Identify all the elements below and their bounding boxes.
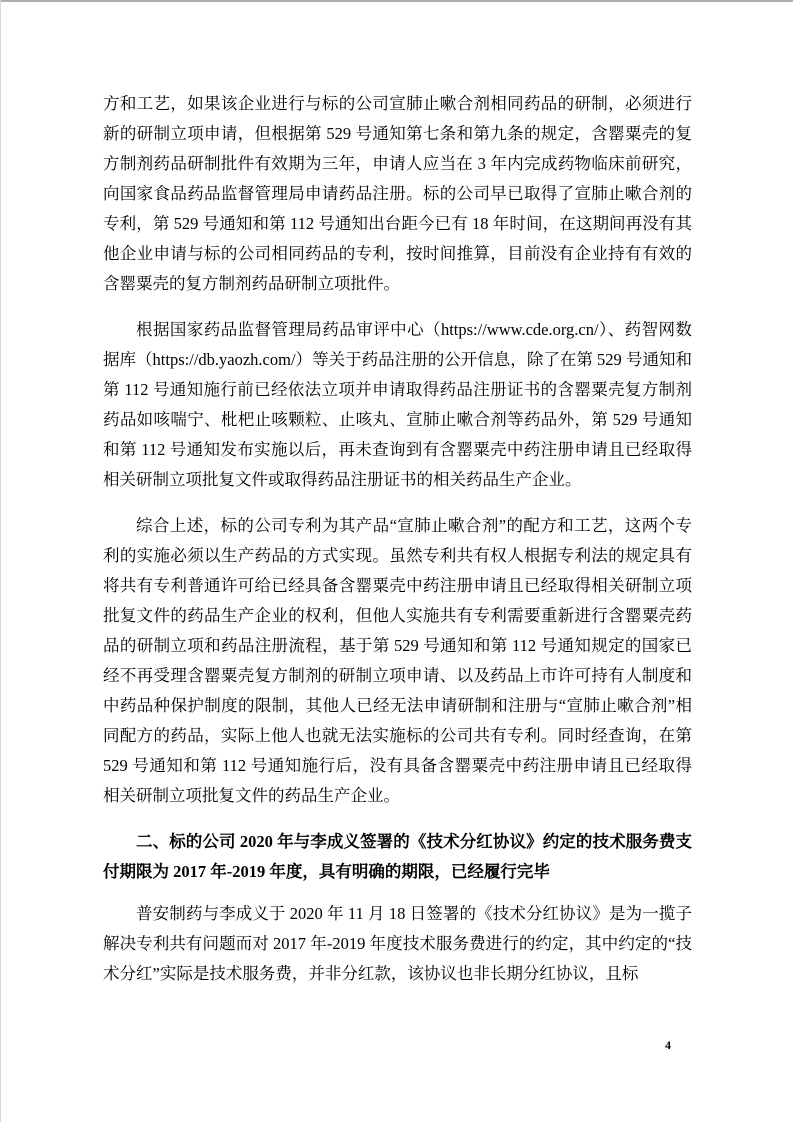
page-number: 4 [665, 1038, 671, 1052]
paragraph: 根据国家药品监督管理局药品审评中心（https://www.cde.org.cn/）、药智网数据库（https://db.yaozh.com/）等关于药品注册的公开信息，除了在第 529 号通知和第 112 号通知施行前已经依法立项并申请取得药品注册证书的含罂粟壳复方制剂药品如咳喘宁、枇杷止咳颗粒、止咳丸、宣肺止嗽合剂等药品外，第 529 号通知和第 112 号通知发布实施以后，再未查询到有含罂粟壳中药注册申请且已经取得相关研制立项批复文件或取得药品注册证书的相关药品生产企业。 [103, 320, 692, 489]
paragraph: 普安制药与李成义于 2020 年 11 月 18 日签署的《技术分红协议》是为一揽子解决专利共有问题而对 2017 年-2019 年度技术服务费进行的约定，其中约定的“技术分红”实际是技术服务费，并非分红款，该协议也非长期分红协议，且标 [103, 904, 692, 983]
page-content [103, 89, 692, 1005]
page-edge-top [0, 0, 793, 2]
paragraph-continuation: 方和工艺，如果该企业进行与标的公司宣肺止嗽合剂相同药品的研制，必须进行新的研制立项申请，但根据第 529 号通知第七条和第九条的规定，含罂粟壳的复方制剂药品研制批件有效期为三年，申请人应当在 3 年内完成药物临床前研究，向国家食品药品监督管理局申请药品注册。标的公司早已取得了宣肺止嗽合剂的专利，第 529 号通知和第 112 号通知出台距今已有 18 年时间，在这期间再没有其他企业申请与标的公司相同药品的专利，按时间推算，目前没有企业持有有效的含罂粟壳的复方制剂药品研制立项批件。 [103, 94, 692, 293]
section-heading: 二、标的公司 2020 年与李成义签署的《技术分红协议》约定的技术服务费支付期限为 2017 年-2019 年度，具有明确的期限，已经履行完毕 [103, 832, 692, 881]
paragraph: 综合上述，标的公司专利为其产品“宣肺止嗽合剂”的配方和工艺，这两个专利的实施必须以生产药品的方式实现。虽然专利共有权人根据专利法的规定具有将共有专利普通许可给已经具备含罂粟壳中药注册申请且已经取得相关研制立项批复文件的药品生产企业的权利，但他人实施共有专利需要重新进行含罂粟壳药品的研制立项和药品注册流程，基于第 529 号通知和第 112 号通知规定的国家已经不再受理含罂粟壳复方制剂的研制立项申请、以及药品上市许可持有人制度和中药品种保护制度的限制，其他人已经无法申请研制和注册与“宣肺止嗽合剂”相同配方的药品，实际上他人也就无法实施标的公司共有专利。同时经查询，在第 529 号通知和第 112 号通知施行后，没有具备含罂粟壳中药注册申请且已经取得相关研制立项批复文件的药品生产企业。 [103, 516, 692, 805]
page-edge-left [0, 0, 1, 1122]
